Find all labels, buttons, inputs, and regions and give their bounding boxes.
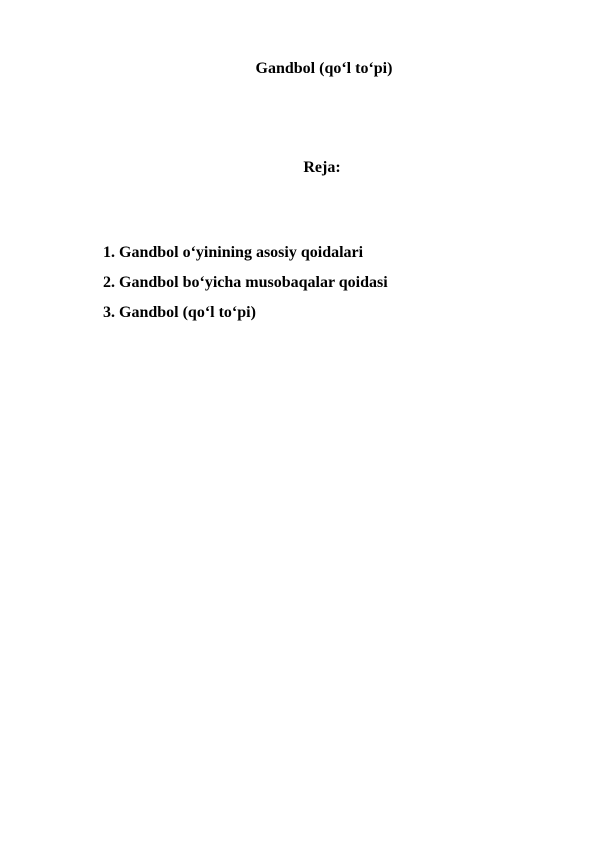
plan-item-number: 3. bbox=[103, 304, 115, 321]
plan-item-text: Gandbol o‘yinining asosiy qoidalari bbox=[119, 244, 364, 261]
plan-item-1 bbox=[103, 244, 388, 261]
plan-item-number: 2. bbox=[103, 274, 115, 291]
plan-item-number: 1. bbox=[103, 244, 115, 261]
document-title: Gandbol (qo‘l to‘pi) bbox=[255, 60, 393, 77]
plan-item-text: Gandbol (qo‘l to‘pi) bbox=[119, 304, 256, 321]
plan-item-2 bbox=[103, 274, 388, 291]
plan-list bbox=[103, 244, 388, 334]
plan-heading: Reja: bbox=[303, 159, 341, 176]
plan-item-3 bbox=[103, 304, 388, 321]
plan-item-text: Gandbol bo‘yicha musobaqalar qoidasi bbox=[119, 274, 388, 291]
